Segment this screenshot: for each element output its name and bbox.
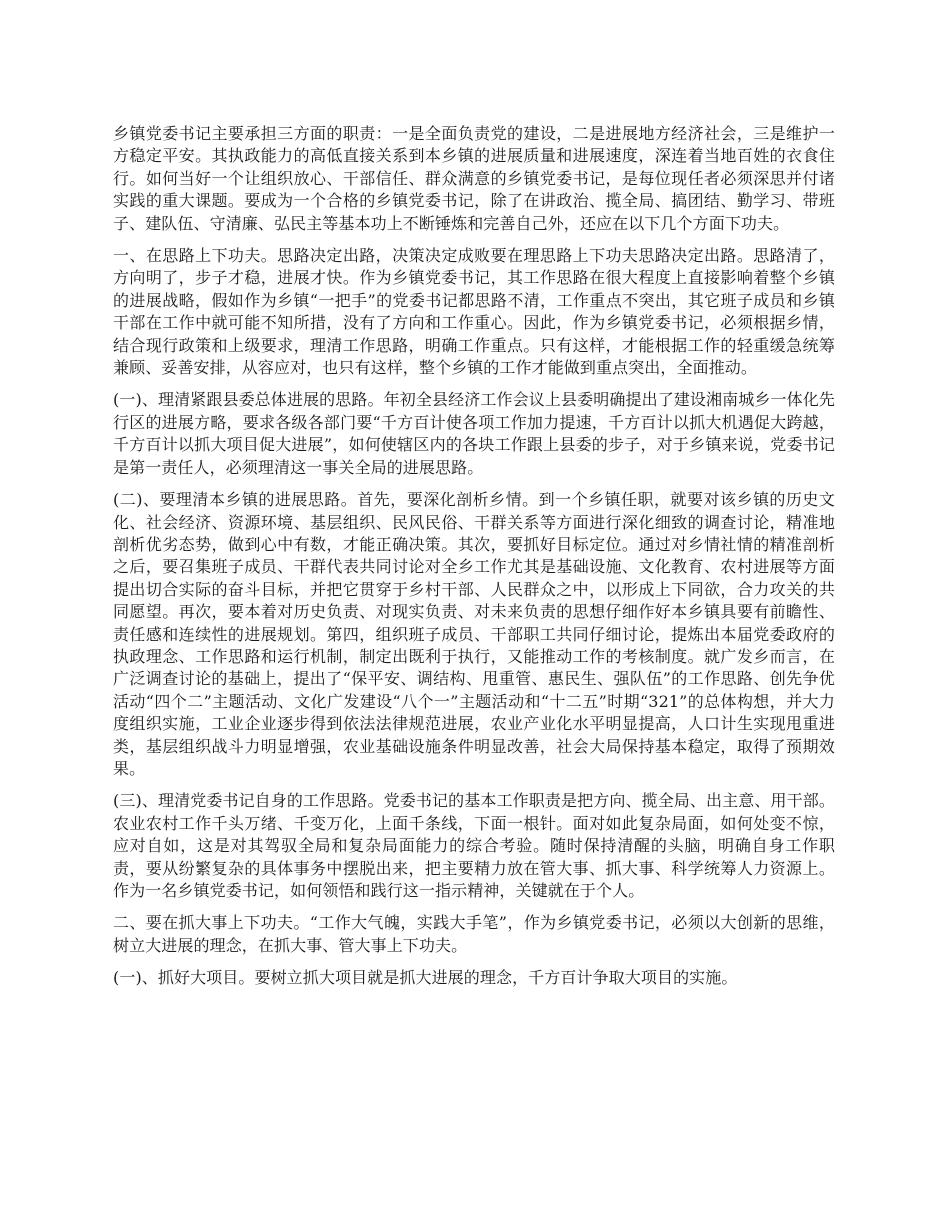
intro-paragraph: 乡镇党委书记主要承担三方面的职责：一是全面负责党的建设，二是进展地方经济社会，三是维护一方稳定平安。其执政能力的高低直接关系到本乡镇的进展质量和进展速度，深连着当地百姓的衣食住行。如何当好一个让组织放心、干部信任、群众满意的乡镇党委书记，是每位现任者必须深思并付诸实践的重大课题。要成为一个合格的乡镇党委书记，除了在讲政治、揽全局、搞团结、勤学习、带班子、建队伍、守清廉、弘民主等基本功上不断锤炼和完善自己外，还应在以下几个方面下功夫。 xyxy=(113,124,835,233)
document-page xyxy=(113,123,835,1000)
section-1-paragraph: 一、在思路上下功夫。思路决定出路，决策决定成败要在理思路上下功夫思路决定出路。思路清了，方向明了，步子才稳，进展才快。作为乡镇党委书记，其工作思路在很大程度上直接影响着整个乡镇的进展战略，假如作为乡镇“一把手”的党委书记都思路不清，工作重点不突出，其它班子成员和乡镇干部在工作中就可能不知所措，没有了方向和工作重心。因此，作为乡镇党委书记，必须根据乡情，结合现行政策和上级要求，理清工作思路，明确工作重点。只有这样，才能根据工作的轻重缓急统筹兼顾、妥善安排，从容应对，也只有这样，整个乡镇的工作才能做到重点突出，全面推动。 xyxy=(113,246,835,378)
section-2-paragraph: 二、要在抓大事上下功夫。“工作大气魄，实践大手笔”，作为乡镇党委书记，必须以大创新的思维，树立大进展的理念，在抓大事、管大事上下功夫。 xyxy=(113,913,835,955)
section-1-item-1-paragraph: (一)、理清紧跟县委总体进展的思路。年初全县经济工作会议上县委明确提出了建设湘南城乡一体化先行区的进展方略，要求各级各部门要“千方百计使各项工作加力提速，千方百计以抓大机遇促大跨越，千方百计以抓大项目促大进展”，如何使辖区内的各块工作跟上县委的步子，对于乡镇来说，党委书记是第一责任人，必须理清这一事关全局的进展思路。 xyxy=(113,390,835,477)
section-1-item-2-paragraph: (二)、要理清本乡镇的进展思路。首先，要深化剖析乡情。到一个乡镇任职，就要对该乡镇的历史文化、社会经济、资源环境、基层组织、民风民俗、干群关系等方面进行深化细致的调查讨论，精准地剖析优劣态势，做到心中有数，才能正确决策。其次，要抓好目标定位。通过对乡情社情的精准剖析之后，要召集班子成员、干群代表共同讨论对全乡工作尤其是基础设施、文化教育、农村进展等方面提出切合实际的奋斗目标，并把它贯穿于乡村干部、人民群众之中，以形成上下同欲，合力攻关的共同愿望。再次，要本着对历史负责、对现实负责、对未来负责的思想仔细作好本乡镇具要有前瞻性、责任感和连续性的进展规划。第四，组织班子成员、干部职工共同仔细讨论，提炼出本届党委政府的执政理念、工作思路和运行机制，制定出既利于执行，又能推动工作的考核制度。就广发乡而言，在广泛调查讨论的基础上，提出了“保平安、调结构、甩重管、惠民生、强队伍”的工作思路、创先争优活动“四个二”主题活动、文化广发建设“八个一”主题活动和“十二五”时期“321”的总体构想，并大力度组织实施，工业企业逐步得到依法法律规范进展，农业产业化水平明显提高，人口计生实现甩重进类，基层组织战斗力明显增强，农业基础设施条件明显改善，社会大局保持基本稳定，取得了预期效果。 xyxy=(113,490,835,778)
section-2-item-1-paragraph: (一)、抓好大项目。要树立抓大项目就是抓大进展的理念，千方百计争取大项目的实施。 xyxy=(113,968,738,988)
section-1-item-3-paragraph: (三)、理清党委书记自身的工作思路。党委书记的基本工作职责是把方向、揽全局、出主意、用干部。农业农村工作千头万绪、千变万化，上面千条线，下面一根针。面对如此复杂局面，如何处变不惊，应对自如，这是对其驾驭全局和复杂局面能力的综合考验。随时保持清醒的头脑，明确自身工作职责，要从纷繁复杂的具体事务中摆脱出来，把主要精力放在管大事、抓大事、科学统筹人力资源上。作为一名乡镇党委书记，如何领悟和践行这一指示精神，关键就在于个人。 xyxy=(113,791,835,900)
